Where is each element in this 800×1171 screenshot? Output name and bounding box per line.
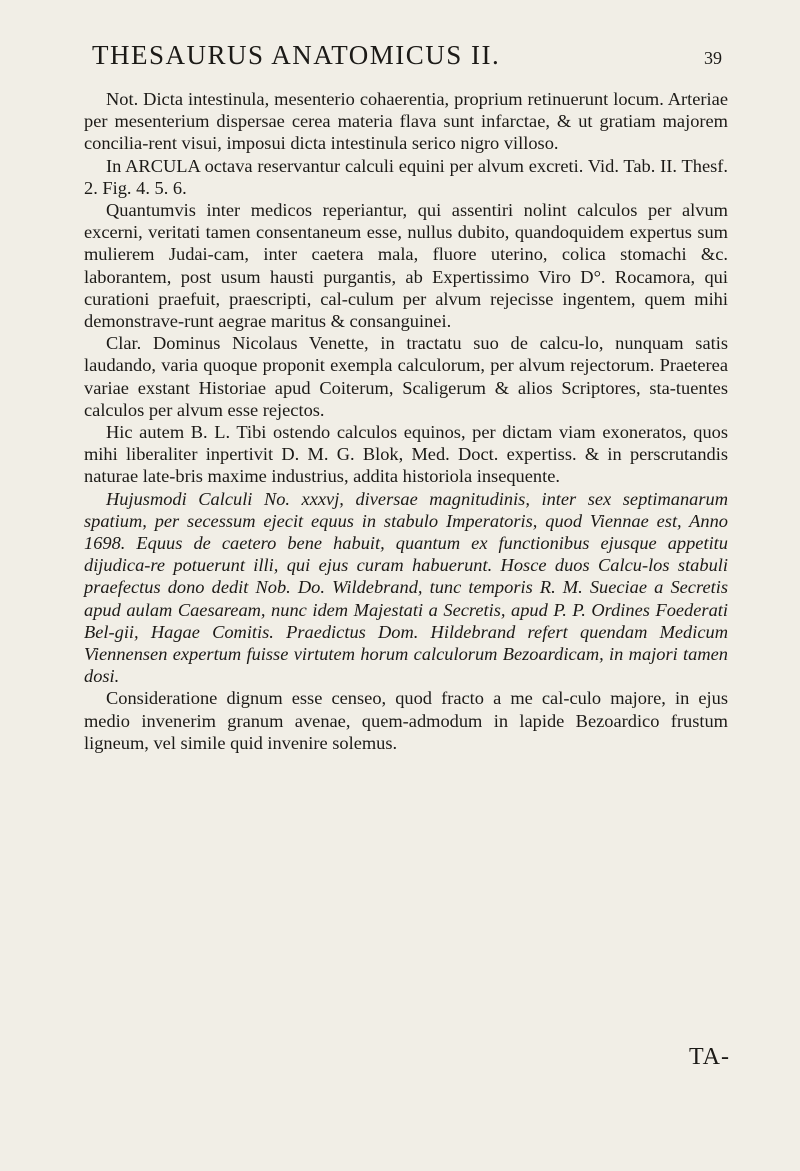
paragraph: Clar. Dominus Nicolaus Venette, in tractatu suo de calcu-lo, nunquam satis laudando, varia quoque proponit exempla calculorum, per alvum rejectorum. Praeterea variae exstant Historiae apud Coiterum, Scaligerum & alios Scriptores, sta-tuentes calculos per alvum esse rejectos. bbox=[84, 333, 728, 420]
paragraph: In ARCULA octava reservantur calculi equini per alvum excreti. Vid. Tab. II. Thesf. 2. Fig. 4. 5. 6. bbox=[84, 155, 728, 198]
running-title: THESAURUS ANATOMICUS II. bbox=[92, 40, 501, 70]
paragraph: Hic autem B. L. Tibi ostendo calculos equinos, per dictam viam exoneratos, quos mihi liberaliter inpertivit D. M. G. Blok, Med. Doct. expertiss. & in perscrutandis naturae late-bris maxime industrius, addita historiola insequente. bbox=[84, 422, 728, 487]
body-text bbox=[84, 88, 728, 754]
running-head bbox=[84, 40, 728, 84]
paragraph: Quantumvis inter medicos reperiantur, qui assentiri nolint calculos per alvum excerni, veritati tamen consentaneum esse, nullus dubito, quandoquidem expertus sum mulierem Judai-cam, inter caetera mala, fluore uterino, colica stomachi &c. laborantem, post usum hausti purgantis, ab Expertissimo Viro D°. Rocamora, qui curationi praefuit, praescripti, cal-culum per alvum rejecisse ingentem, quem mihi demonstrave-runt aegrae maritus & consanguinei. bbox=[84, 200, 728, 332]
catchword: TA- bbox=[688, 1044, 730, 1070]
final-paragraph: Consideratione dignum esse censeo, quod fracto a me cal-culo majore, in ejus medio invenerim granum avenae, quem-admodum in lapide Bezoardico frustum ligneum, vel simile quid invenire solemus. bbox=[84, 688, 728, 753]
italic-paragraph: Hujusmodi Calculi No. xxxvj, diversae magnitudinis, inter sex septimanarum spatium, per secessum ejecit equus in stabulo Imperatoris, quod Viennae est, Anno 1698. Equus de caetero bene habuit, quantum ex functionibus ejusque appetitu dijudica-re potuerunt illi, qui ejus curam habuerunt. Hosce duos Calcu-los stabuli praefectus dono dedit Nob. Do. Wildebrand, tunc temporis R. M. Sueciae a Secretis apud aulam Caesaream, nunc idem Majestati a Secretis, apud P. P. Ordines Foederati Bel-gii, Hagae Comitis. Praedictus Dom. Hildebrand refert quendam Medicum Viennensen expertum fuisse virtutem horum calculorum Bezoardicam, in majori tamen dosi. bbox=[84, 488, 728, 687]
page-number: 39 bbox=[704, 48, 722, 68]
paragraph: Not. Dicta intestinula, mesenterio cohaerentia, proprium retinuerunt locum. Arteriae per mesenterium dispersae cerea materia flava sunt infarctae, & ut gratiam majorem concilia-rent visui, imposui dicta intestinula serico nigro villoso. bbox=[84, 89, 728, 154]
